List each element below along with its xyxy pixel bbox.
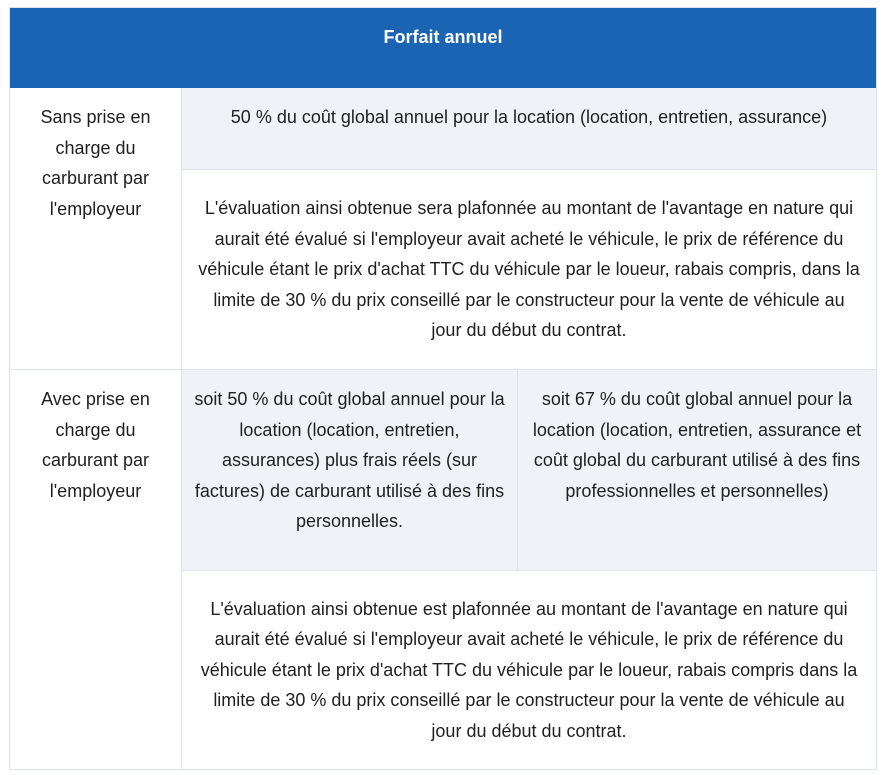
cell-avec-carburant-cap [181,570,876,769]
table-header-title: Forfait annuel [383,27,503,47]
cell-text: L'évaluation ainsi obtenue sera plafonnée au montant de l'avantage en nature qui aurait été évalué si l'employeur avait acheté le véhicule, le prix de référence du véhicule étant le prix d'achat TTC du véhicule par le loueur, rabais compris, dans la limite de 30 % du prix conseillé par le constructeur pour la vente de véhicule au jour du début du contrat. [198,198,860,341]
row-label-text: Sans prise en charge du carburant par l'employeur [40,107,151,219]
forfait-table [9,7,877,770]
row-label-sans-carburant [10,88,181,369]
table-header [10,8,876,88]
cell-sans-carburant-cap [181,169,876,369]
cell-text: soit 67 % du coût global annuel pour la location (location, entretien, assurance et coût global du carburant utilisé à des fins professionnelles et personnelles) [532,389,862,501]
cell-avec-carburant-forfait [517,369,876,570]
cell-text: L'évaluation ainsi obtenue est plafonnée au montant de l'avantage en nature qui aurait été évalué si l'employeur avait acheté le véhicule, le prix de référence du véhicule étant le prix d'achat TTC du véhicule par le loueur, rabais compris dans la limite de 30 % du prix conseillé par le constructeur pour la vente de véhicule au jour du début du contrat. [200,598,858,741]
cell-avec-carburant-reel [181,369,517,570]
cell-sans-carburant-cost [181,88,876,169]
row-label-avec-carburant [10,369,181,769]
cell-text: 50 % du coût global annuel pour la location (location, entretien, assurance) [230,107,828,127]
cell-text: soit 50 % du coût global annuel pour la location (location, entretien, assurances) plus frais réels (sur factures) de carburant utilisé à des fins personnelles. [194,389,505,531]
row-label-text: Avec prise en charge du carburant par l'employeur [41,389,150,501]
